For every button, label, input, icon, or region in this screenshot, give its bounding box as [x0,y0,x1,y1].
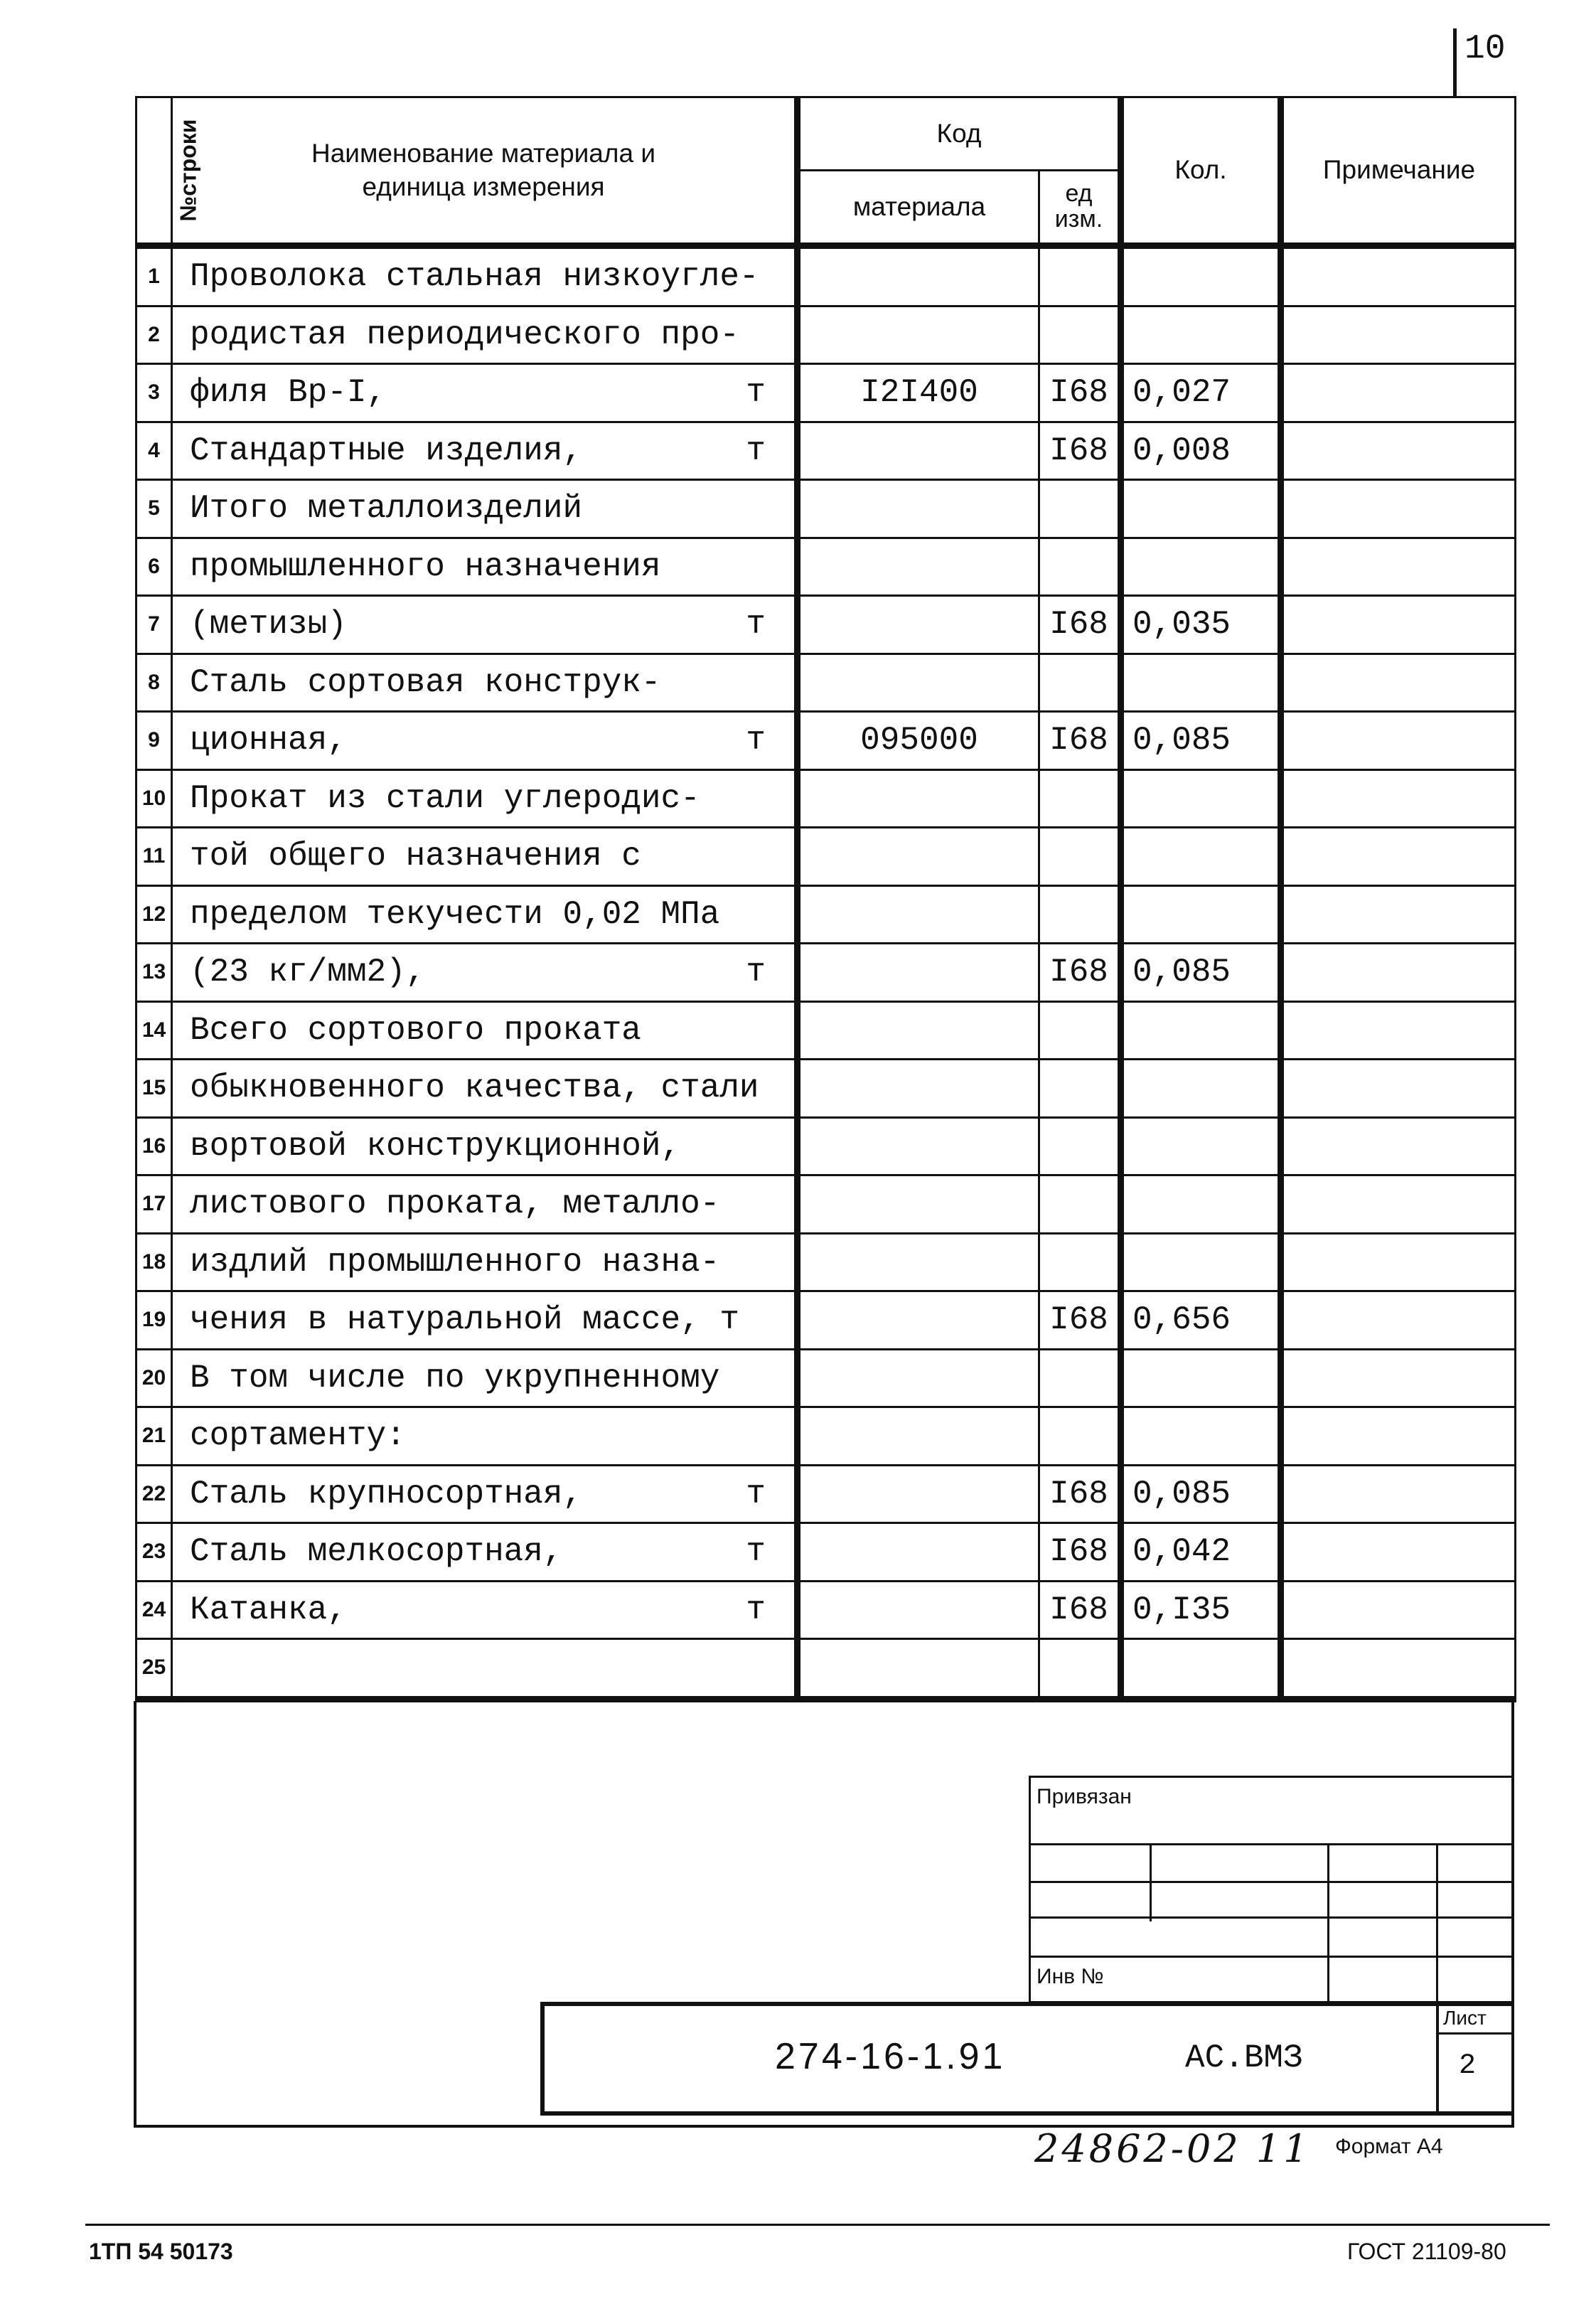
unit-code-cell [1039,1117,1121,1175]
note-cell [1281,1117,1516,1175]
quantity-cell [1121,1233,1281,1291]
sheet-number: 2 [1459,2050,1477,2082]
note-cell [1281,1001,1516,1060]
note-cell [1281,538,1516,596]
material-name-cell [172,1581,798,1639]
row-number-cell: 6 [136,538,172,596]
note-cell [1281,596,1516,654]
unit-code-cell [1039,1349,1121,1407]
quantity-cell [1121,246,1281,306]
row-number-cell: 19 [136,1291,172,1350]
material-code-cell [798,1001,1039,1060]
table-row [136,1639,1516,1700]
material-name-cell [172,1291,798,1350]
material-name: Катанка, [190,1591,347,1628]
unit-code-cell: I68 [1039,712,1121,770]
stamp-rule [1029,1916,1514,1919]
material-name-cell [172,828,798,886]
material-name: Сталь сортовая конструк- [190,663,661,701]
material-name-cell [172,306,798,364]
table-row [136,944,1516,1002]
quantity-cell: 0,042 [1121,1523,1281,1582]
row-number-cell: 13 [136,944,172,1002]
quantity-cell [1121,1175,1281,1234]
quantity-cell [1121,1407,1281,1466]
unit-code-cell [1039,246,1121,306]
material-name-cell [172,654,798,712]
material-name-cell [172,1175,798,1234]
note-cell [1281,1639,1516,1700]
table-row [136,1117,1516,1175]
material-name: ционная, [190,722,347,759]
material-name-cell [172,364,798,422]
material-name-cell [172,885,798,944]
material-name: Проволока стальная низкоугле- [190,258,759,296]
row-number-cell: 14 [136,1001,172,1060]
material-name-cell [172,769,798,828]
material-code-cell [798,654,1039,712]
material-name-cell [172,246,798,306]
material-code-cell [798,1291,1039,1350]
material-code-cell [798,1349,1039,1407]
unit-code-cell: I68 [1039,944,1121,1002]
row-number-cell: 12 [136,885,172,944]
row-number-cell: 15 [136,1060,172,1118]
table-row [136,1060,1516,1118]
material-code-cell [798,1407,1039,1466]
quantity-cell: 0,085 [1121,1465,1281,1523]
stamp-rule [1327,1843,1329,2003]
unit-code-cell [1039,480,1121,538]
quantity-cell [1121,306,1281,364]
material-name-cell [172,1060,798,1118]
header-note-label: Примечание [1322,155,1476,185]
unit-of-measure: т [746,954,766,991]
footer-rule [85,2224,1550,2226]
document-series: АС.ВМЗ [1185,2039,1303,2076]
material-name-cell [172,1407,798,1466]
unit-code-cell [1039,654,1121,712]
note-cell [1281,828,1516,886]
note-cell [1281,885,1516,944]
unit-code-cell [1039,1407,1121,1466]
header-code [798,97,1121,171]
material-code-cell [798,246,1039,306]
note-cell [1281,246,1516,306]
footer-gost: ГОСТ 21109-80 [1347,2239,1506,2264]
material-name-cell [172,1117,798,1175]
unit-code-cell: I68 [1039,1581,1121,1639]
table-row [136,1233,1516,1291]
row-number-cell: 4 [136,422,172,480]
stamp-rule [1029,1881,1514,1883]
note-cell [1281,480,1516,538]
row-number-cell: 7 [136,596,172,654]
material-name: Сталь мелкосортная, [190,1533,563,1571]
quantity-cell: 0,085 [1121,944,1281,1002]
material-code-cell [798,1465,1039,1523]
table-row [136,828,1516,886]
material-name: родистая периодического про- [190,316,739,353]
unit-of-measure: т [746,722,766,759]
note-cell [1281,1233,1516,1291]
material-code-cell [798,1175,1039,1234]
material-name: обыкновенного качества, стали [190,1070,759,1107]
quantity-cell: 0,I35 [1121,1581,1281,1639]
table-row [136,769,1516,828]
quantity-cell [1121,769,1281,828]
material-code-cell: 095000 [798,712,1039,770]
table-row [136,596,1516,654]
material-code-cell [798,306,1039,364]
material-name-cell [172,1639,798,1700]
unit-code-cell [1039,538,1121,596]
material-name: (метизы) [190,606,347,644]
note-cell [1281,1465,1516,1523]
note-cell [1281,654,1516,712]
row-number-cell: 11 [136,828,172,886]
note-cell [1281,1349,1516,1407]
note-cell [1281,1581,1516,1639]
table-row [136,306,1516,364]
unit-code-cell [1039,1001,1121,1060]
material-name-cell [172,1465,798,1523]
table-row [136,1175,1516,1234]
material-name: листового проката, металло- [190,1185,720,1223]
unit-code-cell [1039,1060,1121,1118]
note-cell [1281,306,1516,364]
header-quantity [1121,97,1281,246]
table-row [136,480,1516,538]
material-code-cell [798,769,1039,828]
material-name: Итого металлоизделий [190,490,583,528]
quantity-cell [1121,885,1281,944]
note-cell [1281,1291,1516,1350]
note-cell [1281,769,1516,828]
material-code-cell [798,1117,1039,1175]
stamp-rule [1150,1843,1152,1921]
quantity-cell [1121,480,1281,538]
row-number-cell: 17 [136,1175,172,1234]
table-row [136,246,1516,306]
table-row [136,1465,1516,1523]
unit-of-measure: т [746,1533,766,1571]
material-name: издлий промышленного назна- [190,1243,720,1281]
quantity-cell [1121,828,1281,886]
material-name-cell [172,1523,798,1582]
header-code-label: Код [936,118,982,148]
material-name: Стандартные изделия, [190,432,583,469]
quantity-cell [1121,538,1281,596]
material-name-cell [172,1349,798,1407]
material-name-cell [172,1233,798,1291]
header-row-number-label: №строки [175,119,201,222]
handwritten-registration-number: 24862-02 11 [1034,2126,1311,2171]
note-cell [1281,1523,1516,1582]
table-row [136,654,1516,712]
row-number-cell: 23 [136,1523,172,1582]
quantity-cell: 0,027 [1121,364,1281,422]
material-name: Сталь крупносортная, [190,1475,583,1513]
material-code-cell [798,480,1039,538]
row-number-cell: 24 [136,1581,172,1639]
header-note [1281,97,1516,246]
unit-code-cell: I68 [1039,1291,1121,1350]
table-row [136,1523,1516,1582]
table-row [136,1001,1516,1060]
material-code-cell [798,1581,1039,1639]
unit-code-cell [1039,885,1121,944]
material-code-cell [798,422,1039,480]
quantity-cell: 0,656 [1121,1291,1281,1350]
table-row [136,1407,1516,1466]
row-number-cell: 2 [136,306,172,364]
unit-code-cell [1039,1233,1121,1291]
quantity-cell [1121,1060,1281,1118]
quantity-cell: 0,008 [1121,422,1281,480]
page-number-rule [1453,28,1457,96]
sheet-label: Лист [1443,2007,1487,2029]
footer-project-code: 1ТП 54 50173 [89,2239,233,2264]
row-number-cell: 9 [136,712,172,770]
note-cell [1281,944,1516,1002]
header-material-code-label: материала [852,191,986,221]
stamp-rule [1029,1956,1514,1958]
material-code-cell [798,828,1039,886]
material-name-cell [172,538,798,596]
header-material-name-label: Наименование материала и единица измерения [311,139,656,201]
material-name-cell [172,596,798,654]
table-row [136,1291,1516,1350]
material-name-cell [172,944,798,1002]
material-name: филя Вр-I, [190,374,387,412]
table-row [136,538,1516,596]
stamp-inventory-label: Инв № [1037,1965,1104,1988]
material-code-cell [798,1060,1039,1118]
note-cell [1281,364,1516,422]
material-name: сортаменту: [190,1417,406,1455]
material-name: В том числе по укрупненному [190,1359,720,1397]
unit-code-cell [1039,1175,1121,1234]
specification-table [135,96,1516,1702]
material-code-cell [798,944,1039,1002]
material-name-cell [172,1001,798,1060]
row-number-cell: 20 [136,1349,172,1407]
unit-code-cell: I68 [1039,364,1121,422]
unit-of-measure: т [746,432,766,469]
material-code-cell [798,596,1039,654]
quantity-cell [1121,654,1281,712]
header-material-name [172,97,798,246]
material-code-cell: I2I400 [798,364,1039,422]
unit-code-cell [1039,1639,1121,1700]
unit-code-cell [1039,306,1121,364]
material-name: вортовой конструкционной, [190,1127,681,1165]
table-row [136,712,1516,770]
material-code-cell [798,885,1039,944]
unit-code-cell [1039,769,1121,828]
quantity-cell [1121,1001,1281,1060]
row-number-cell: 5 [136,480,172,538]
material-code-cell [798,1639,1039,1700]
material-name: чения в натуральной массе, т [190,1301,739,1339]
table-row [136,364,1516,422]
sheet-box-rule [1436,2032,1514,2035]
material-code-cell [798,1233,1039,1291]
note-cell [1281,712,1516,770]
row-number-cell: 8 [136,654,172,712]
row-number-cell: 25 [136,1639,172,1700]
material-name: Прокат из стали углеродис- [190,779,700,817]
table-row [136,885,1516,944]
table-row [136,1349,1516,1407]
table-row [136,422,1516,480]
note-cell [1281,1175,1516,1234]
material-name: той общего назначения с [190,838,641,875]
header-row-number [136,97,201,246]
unit-code-cell: I68 [1039,1523,1121,1582]
unit-of-measure: т [746,374,766,412]
unit-code-cell [1039,828,1121,886]
row-number-cell: 18 [136,1233,172,1291]
quantity-cell [1121,1639,1281,1700]
header-unit-code [1039,171,1121,246]
material-name: промышленного назначения [190,548,661,585]
title-block [540,2002,1514,2116]
quantity-cell [1121,1117,1281,1175]
unit-of-measure: т [746,1475,766,1513]
page-number: 10 [1464,30,1506,68]
note-cell [1281,1060,1516,1118]
stamp-title: Привязан [1037,1785,1132,1808]
row-number-cell: 1 [136,246,172,306]
header-unit-code-label: ед изм. [1054,180,1103,233]
row-number-cell: 22 [136,1465,172,1523]
material-name: Всего сортового проката [190,1011,641,1049]
stamp-rule [1436,1843,1438,2003]
format-label: Формат А4 [1335,2135,1443,2158]
note-cell [1281,1407,1516,1466]
row-number-cell: 16 [136,1117,172,1175]
header-row-1 [136,97,1516,171]
unit-code-cell: I68 [1039,422,1121,480]
unit-code-cell: I68 [1039,596,1121,654]
stamp-rule [1029,1843,1514,1845]
material-name-cell [172,480,798,538]
row-number-cell: 21 [136,1407,172,1466]
header-material-code [798,171,1039,246]
unit-of-measure: т [746,1591,766,1628]
material-code-cell [798,538,1039,596]
quantity-cell [1121,1349,1281,1407]
material-code-cell [798,1523,1039,1582]
material-name-cell [172,712,798,770]
row-number-cell: 3 [136,364,172,422]
material-name-cell [172,422,798,480]
quantity-cell: 0,085 [1121,712,1281,770]
material-name: пределом текучести 0,02 МПа [190,895,720,933]
unit-of-measure: т [746,606,766,644]
quantity-cell: 0,035 [1121,596,1281,654]
document-code: 274-16-1.91 [775,2036,1006,2077]
material-name: (23 кг/мм2), [190,954,426,991]
table-row [136,1581,1516,1639]
row-number-cell: 10 [136,769,172,828]
note-cell [1281,422,1516,480]
unit-code-cell: I68 [1039,1465,1121,1523]
header-quantity-label: Кол. [1174,155,1227,185]
